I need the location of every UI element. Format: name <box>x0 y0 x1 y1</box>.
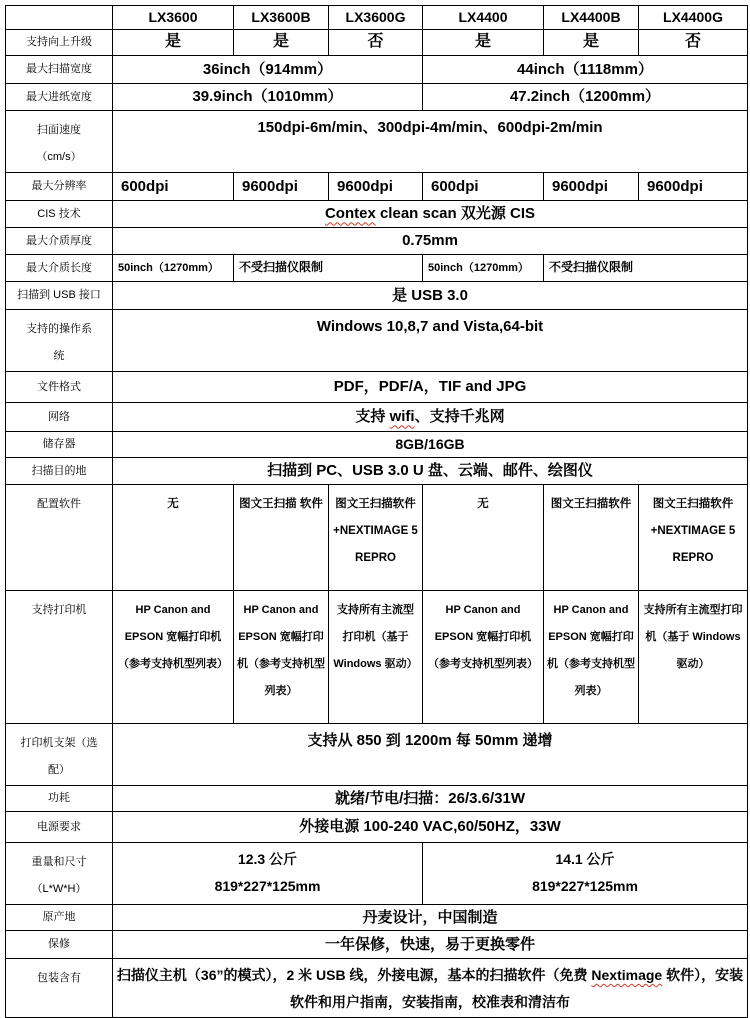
printer-support-value: HP Canon and EPSON 宽幅打印机（参考支持机型列表） <box>544 591 639 724</box>
row-label <box>6 310 113 372</box>
row-label <box>6 111 113 173</box>
row-label: 储存器 <box>6 432 113 458</box>
stand-value: 支持从 850 到 1200m 每 50mm 递增 <box>113 724 748 786</box>
row-label: 最大进纸宽度 <box>6 84 113 111</box>
spellcheck-word: wifi <box>389 408 415 426</box>
model-header-lx3600b: LX3600B <box>234 6 329 30</box>
printer-support-value: 支持所有主流型打印机（基于 Windows 驱动） <box>329 591 423 724</box>
row-stand <box>6 724 748 786</box>
label-line2: 统 <box>53 350 65 362</box>
row-label: 包装含有 <box>6 959 113 1018</box>
row-destination <box>6 458 748 485</box>
power-req-value: 外接电源 100-240 VAC,60/50HZ，33W <box>113 812 748 843</box>
spellcheck-word: Nextimage <box>591 967 663 983</box>
software-value: 图文王扫描 软件 <box>234 485 329 591</box>
row-cis <box>6 201 748 228</box>
printer-support-value: HP Canon and EPSON 宽幅打印机（参考支持机型列表） <box>423 591 544 724</box>
resolution-value: 9600dpi <box>544 173 639 201</box>
package-pre: 扫描仪主机（36”的模式），2 米 USB 线，外接电源，基本的扫描软件（免费 <box>116 967 592 983</box>
model-header-lx4400b: LX4400B <box>544 6 639 30</box>
row-label: 支持向上升级 <box>6 30 113 56</box>
row-resolution <box>6 173 748 201</box>
row-upgrade <box>6 30 748 56</box>
resolution-value: 9600dpi <box>639 173 748 201</box>
software-value: 图文王扫描软件 +NEXTIMAGE 5 REPRO <box>329 485 423 591</box>
upgrade-value: 否 <box>329 30 423 56</box>
label-line1: 打印机支架（选 <box>20 737 98 749</box>
software-value: 无 <box>113 485 234 591</box>
row-label: CIS 技术 <box>6 201 113 228</box>
row-origin <box>6 905 748 931</box>
upgrade-value: 是 <box>234 30 329 56</box>
row-label: 扫描到 USB 接口 <box>6 282 113 310</box>
upgrade-value: 是 <box>423 30 544 56</box>
label-line2: 配） <box>48 764 70 776</box>
corner-cell <box>6 6 113 30</box>
software-value: 无 <box>423 485 544 591</box>
row-power-req <box>6 812 748 843</box>
row-warranty <box>6 931 748 959</box>
row-label: 支持打印机 <box>6 591 113 724</box>
model-header-lx4400g: LX4400G <box>639 6 748 30</box>
weight-kg: 12.3 公斤 <box>237 851 298 867</box>
model-header-lx3600g: LX3600G <box>329 6 423 30</box>
os-value: Windows 10,8,7 and Vista,64-bit <box>113 310 748 372</box>
row-storage <box>6 432 748 458</box>
row-printers <box>6 591 748 724</box>
cis-value <box>113 201 748 228</box>
scanner-spec-table <box>5 5 748 1018</box>
media-length-value: 50inch（1270mm） <box>423 255 544 282</box>
weight-dims: 819*227*125mm <box>532 878 638 894</box>
row-label: 最大分辨率 <box>6 173 113 201</box>
resolution-value: 600dpi <box>113 173 234 201</box>
row-label: 最大扫描宽度 <box>6 56 113 84</box>
scan-speed-value: 150dpi-6m/min、300dpi-4m/min、600dpi-2m/min <box>113 111 748 173</box>
printer-support-value: HP Canon and EPSON 宽幅打印机（参考支持机型列表） <box>234 591 329 724</box>
destination-value: 扫描到 PC、USB 3.0 U 盘、云端、邮件、绘图仪 <box>113 458 748 485</box>
origin-value: 丹麦设计，中国制造 <box>113 905 748 931</box>
network-pre: 支持 <box>355 408 390 426</box>
resolution-value: 600dpi <box>423 173 544 201</box>
scan-width-44: 44inch（1118mm） <box>423 56 748 84</box>
row-label: 最大介质厚度 <box>6 228 113 255</box>
weight-kg: 14.1 公斤 <box>555 851 615 867</box>
printer-support-value: 支持所有主流型打印机（基于 Windows 驱动） <box>639 591 748 724</box>
software-value: 图文王扫描软件+NEXTIMAGE 5 REPRO <box>639 485 748 591</box>
row-media-length <box>6 255 748 282</box>
model-header-lx3600: LX3600 <box>113 6 234 30</box>
upgrade-value: 否 <box>639 30 748 56</box>
cis-rest: clean scan 双光源 CIS <box>375 205 536 223</box>
row-software <box>6 485 748 591</box>
row-label: 原产地 <box>6 905 113 931</box>
package-post: 软件），安装软件和用户指南，安装指南，校准表和清洁布 <box>290 967 744 1010</box>
row-label <box>6 843 113 905</box>
warranty-value: 一年保修，快速，易于更换零件 <box>113 931 748 959</box>
package-value <box>113 959 748 1018</box>
resolution-value: 9600dpi <box>329 173 423 201</box>
power-use-value: 就绪/节电/扫描：26/3.6/31W <box>113 786 748 812</box>
weight-dims: 819*227*125mm <box>214 878 321 894</box>
row-label: 文件格式 <box>6 372 113 403</box>
row-weight <box>6 843 748 905</box>
row-label <box>6 724 113 786</box>
storage-value: 8GB/16GB <box>113 432 748 458</box>
row-thickness <box>6 228 748 255</box>
weight-36 <box>113 843 423 905</box>
model-header-lx4400: LX4400 <box>423 6 544 30</box>
printer-support-value: HP Canon and EPSON 宽幅打印机（参考支持机型列表） <box>113 591 234 724</box>
row-os <box>6 310 748 372</box>
row-label: 电源要求 <box>6 812 113 843</box>
label-line1: 支持的操作系 <box>26 323 92 335</box>
label-line2: （cm/s） <box>36 151 82 163</box>
row-label: 配置软件 <box>6 485 113 591</box>
media-length-value: 不受扫描仪限制 <box>234 255 423 282</box>
row-label: 网络 <box>6 403 113 432</box>
label-line1: 扫面速度 <box>37 124 81 136</box>
label-line1: 重量和尺寸 <box>31 856 87 868</box>
feed-width-36: 39.9inch（1010mm） <box>113 84 423 111</box>
header-row <box>6 6 748 30</box>
row-label: 扫描目的地 <box>6 458 113 485</box>
row-feed-width <box>6 84 748 111</box>
feed-width-44: 47.2inch（1200mm） <box>423 84 748 111</box>
media-length-value: 不受扫描仪限制 <box>544 255 748 282</box>
row-package <box>6 959 748 1018</box>
row-label: 保修 <box>6 931 113 959</box>
row-usb <box>6 282 748 310</box>
file-format-value: PDF，PDF/A，TIF and JPG <box>113 372 748 403</box>
row-scan-speed <box>6 111 748 173</box>
scan-width-36: 36inch（914mm） <box>113 56 423 84</box>
media-length-value: 50inch（1270mm） <box>113 255 234 282</box>
network-value <box>113 403 748 432</box>
row-network <box>6 403 748 432</box>
upgrade-value: 是 <box>544 30 639 56</box>
usb-value: 是 USB 3.0 <box>113 282 748 310</box>
row-label: 功耗 <box>6 786 113 812</box>
resolution-value: 9600dpi <box>234 173 329 201</box>
weight-44 <box>423 843 748 905</box>
thickness-value: 0.75mm <box>113 228 748 255</box>
software-value: 图文王扫描软件 <box>544 485 639 591</box>
row-scan-width <box>6 56 748 84</box>
spellcheck-word: Contex <box>324 205 376 223</box>
row-file-format <box>6 372 748 403</box>
network-post: 、支持千兆网 <box>414 408 505 426</box>
upgrade-value: 是 <box>113 30 234 56</box>
label-line2: （L*W*H） <box>31 883 87 895</box>
row-power-use <box>6 786 748 812</box>
row-label: 最大介质长度 <box>6 255 113 282</box>
